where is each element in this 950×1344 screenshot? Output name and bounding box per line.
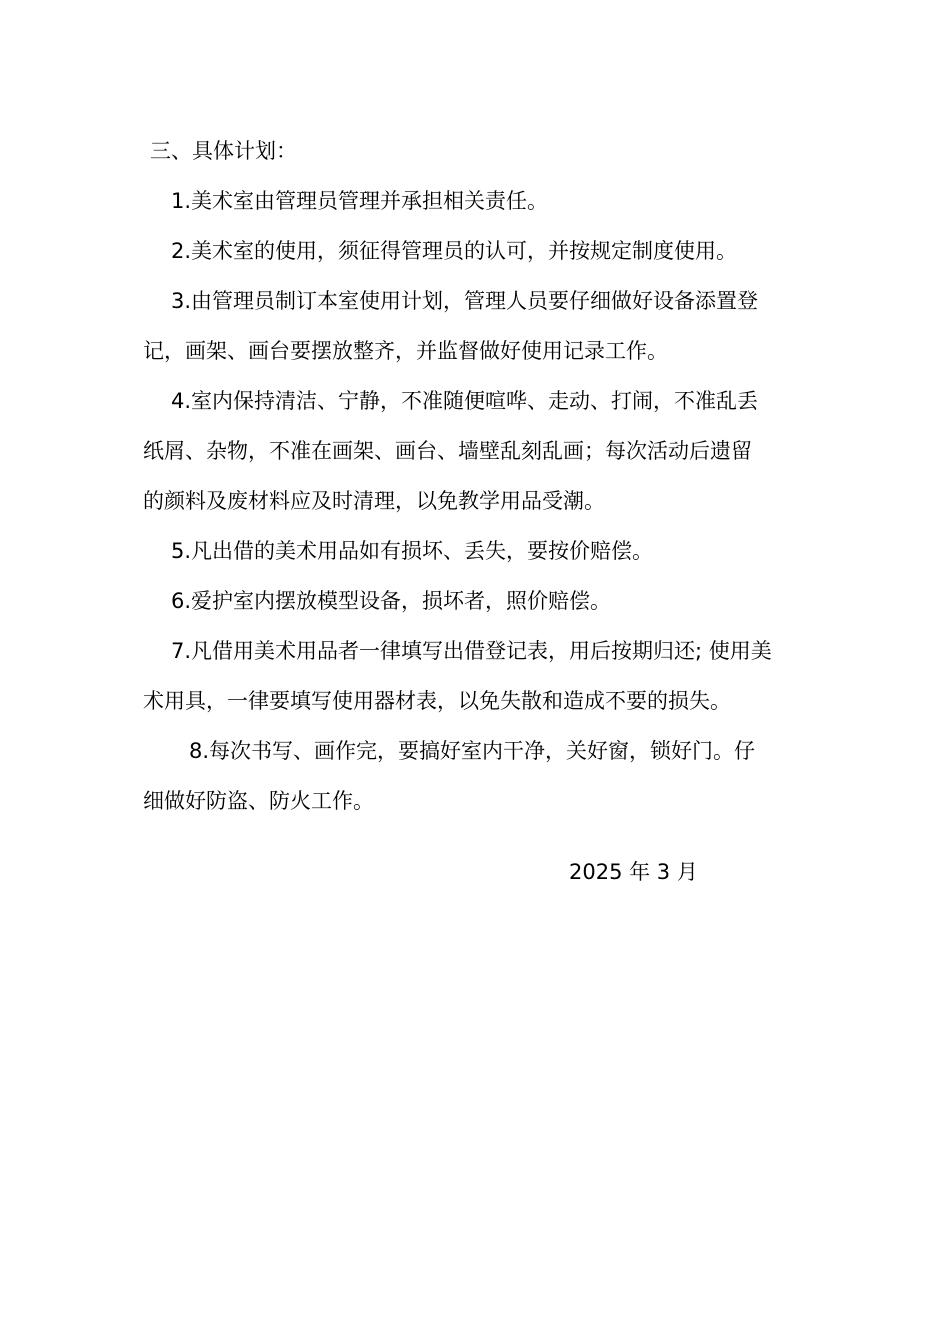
item-3-line-1: 3.由管理员制订本室使用计划，管理人员要仔细做好设备添置登	[171, 289, 759, 313]
document-date: 2025 年 3 月	[569, 860, 698, 884]
item-3-line-2: 记，画架、画台要摆放整齐，并监督做好使用记录工作。	[143, 339, 668, 363]
item-8-line-2: 细做好防盗、防火工作。	[143, 789, 374, 813]
item-4-line-2: 纸屑、杂物，不准在画架、画台、墙壁乱刻乱画；每次活动后遗留	[143, 439, 752, 463]
item-4-line-3: 的颜料及废材料应及时清理，以免教学用品受潮。	[143, 489, 605, 513]
section-heading: 三、具体计划：	[150, 139, 297, 163]
item-5-line-1: 5.凡出借的美术用品如有损坏、丢失，要按价赔偿。	[171, 539, 654, 563]
item-6-line-1: 6.爱护室内摆放模型设备，损坏者，照价赔偿。	[171, 589, 612, 613]
item-7-line-1: 7.凡借用美术用品者一律填写出借登记表，用后按期归还; 使用美	[171, 639, 772, 663]
item-7-line-2: 术用具，一律要填写使用器材表，以免失散和造成不要的损失。	[143, 689, 731, 713]
item-2-line-1: 2.美术室的使用，须征得管理员的认可，并按规定制度使用。	[171, 239, 738, 263]
item-4-line-1: 4.室内保持清洁、宁静，不准随便喧哗、走动、打闹，不准乱丢	[171, 389, 759, 413]
item-1-line-1: 1.美术室由管理员管理并承担相关责任。	[171, 189, 549, 213]
item-8-line-1: 8.每次书写、画作完，要搞好室内干净，关好窗，锁好门。仔	[189, 739, 756, 763]
